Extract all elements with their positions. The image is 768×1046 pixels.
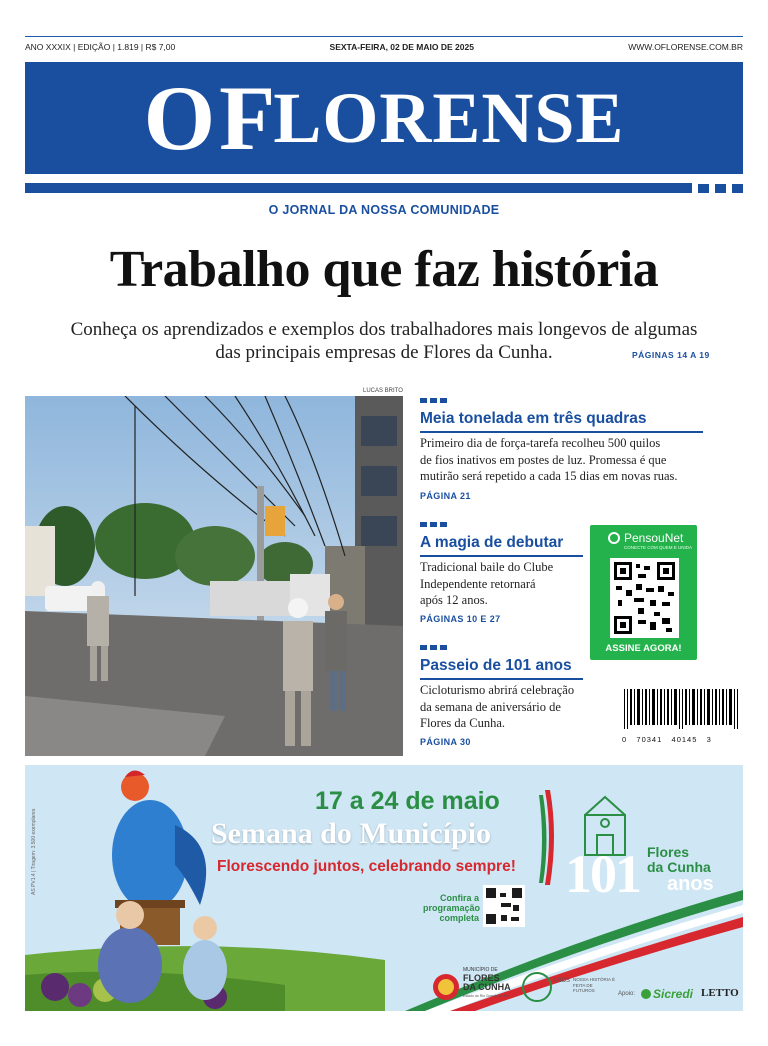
program-link[interactable]: Confira a programação completa	[423, 893, 481, 923]
main-pages-ref[interactable]: PÁGINAS 14 A 19	[632, 350, 710, 360]
municipality-banner[interactable]	[25, 765, 743, 1011]
section-marker	[420, 645, 447, 650]
summary-line: de fios inativos em postes de luz. Promessa é que	[420, 452, 667, 467]
wifi-icon	[608, 532, 620, 544]
story-summary	[420, 559, 590, 609]
summary-line: Tradicional baile do Clube	[420, 560, 554, 574]
section-marker	[420, 522, 447, 527]
apoio-label: Apoio:	[618, 991, 636, 997]
band-square	[715, 184, 726, 193]
slogan: O JORNAL DA NOSSA COMUNIDADE	[268, 203, 500, 217]
photo-illustration	[25, 396, 403, 756]
promo-brand: PensouNet	[624, 531, 684, 545]
promo-tagline: CONECTE COM QUEM E UNIDA	[624, 545, 693, 550]
banner-title: Semana do Município	[211, 817, 492, 850]
main-headline[interactable]: Trabalho que faz história	[109, 241, 659, 298]
newspaper-logo[interactable]	[25, 62, 743, 174]
summary-line: Primeiro dia de força-tarefa recolheu 500 quilos	[420, 436, 661, 450]
story-title[interactable]: A magia de debutar	[420, 534, 564, 551]
story-title[interactable]: Passeio de 101 anos	[420, 657, 572, 674]
logo-f: F	[219, 67, 274, 169]
municipio-state: Estado do Rio Grande do Sul	[463, 994, 509, 998]
story-page-ref[interactable]: PÁGINA 30	[420, 737, 471, 747]
promo-qr-code[interactable]	[610, 558, 679, 638]
logo-rest: LORENSE	[273, 77, 625, 158]
barcode-digits: 0 70341 40145 3	[622, 735, 712, 744]
promo-cta: ASSINE AGORA!	[605, 643, 682, 654]
story-rule	[420, 678, 583, 680]
anniversary-word: anos	[667, 873, 714, 895]
edition-info: ANO XXXIX | EDIÇÃO | 1.819 | R$ 7,00	[25, 41, 176, 52]
summary-line: Flores da Cunha.	[420, 716, 506, 730]
barcode	[622, 689, 740, 744]
sicredi-logo: Sicredi	[653, 987, 694, 1001]
summary-line: mutirão será repetido a cada 15 dias em novas ruas.	[420, 469, 678, 483]
story-summary	[420, 435, 720, 485]
letto-logo: LETTO	[701, 987, 739, 999]
story-rule	[420, 431, 703, 433]
historia-tagline: NOSSA HISTÓRIA É FEITA DE FUTUROS	[573, 977, 616, 993]
anos-logo: ANOS	[553, 978, 571, 984]
street-work-photo[interactable]	[25, 396, 403, 756]
section-marker	[420, 398, 447, 403]
print-run-note: AS PV1.4 | Tiragem: 3.500 exemplares	[31, 808, 37, 895]
anniversary-number: 101	[565, 844, 640, 904]
story-page-ref[interactable]: PÁGINA 21	[420, 491, 471, 501]
logo-o: O	[143, 67, 214, 169]
summary-line: da semana de aniversário de	[420, 699, 561, 714]
summary-line: após 12 anos.	[420, 593, 488, 607]
edition-date: SEXTA-FEIRA, 02 DE MAIO DE 2025	[329, 41, 474, 52]
band-square	[732, 184, 743, 193]
pensounet-ad[interactable]	[590, 525, 697, 660]
subheadline-line: das principais empresas de Flores da Cunha.	[215, 342, 553, 363]
story-page-ref[interactable]: PÁGINAS 10 E 27	[420, 614, 501, 624]
edition-bar	[25, 36, 743, 56]
municipio-logo-text: FLORES DA CUNHA	[463, 973, 511, 992]
qr-icon	[614, 562, 675, 634]
banner-dates: 17 a 24 de maio	[315, 787, 500, 815]
city-line: da Cunha	[647, 859, 711, 875]
banner-slogan: Florescendo juntos, celebrando sempre!	[217, 858, 516, 875]
barcode-bars	[622, 689, 740, 729]
masthead-band	[25, 183, 692, 193]
story-title[interactable]: Meia tonelada em três quadras	[420, 410, 647, 427]
band-square	[698, 184, 709, 193]
story-summary	[420, 682, 600, 732]
subheadline-line: Conheça os aprendizados e exemplos dos trabalhadores mais longevos de algumas	[70, 319, 698, 340]
anniversary-city	[647, 845, 711, 875]
summary-line: Independente retornará	[420, 576, 536, 591]
municipio-small: MUNICÍPIO DE	[463, 967, 498, 973]
summary-line: Cicloturismo abrirá celebração	[420, 683, 575, 697]
website-link[interactable]: WWW.OFLORENSE.COM.BR	[628, 41, 743, 52]
photo-credit: LUCAS BRITO	[363, 388, 403, 394]
story-rule	[420, 555, 583, 557]
city-line: Flores	[647, 844, 690, 860]
